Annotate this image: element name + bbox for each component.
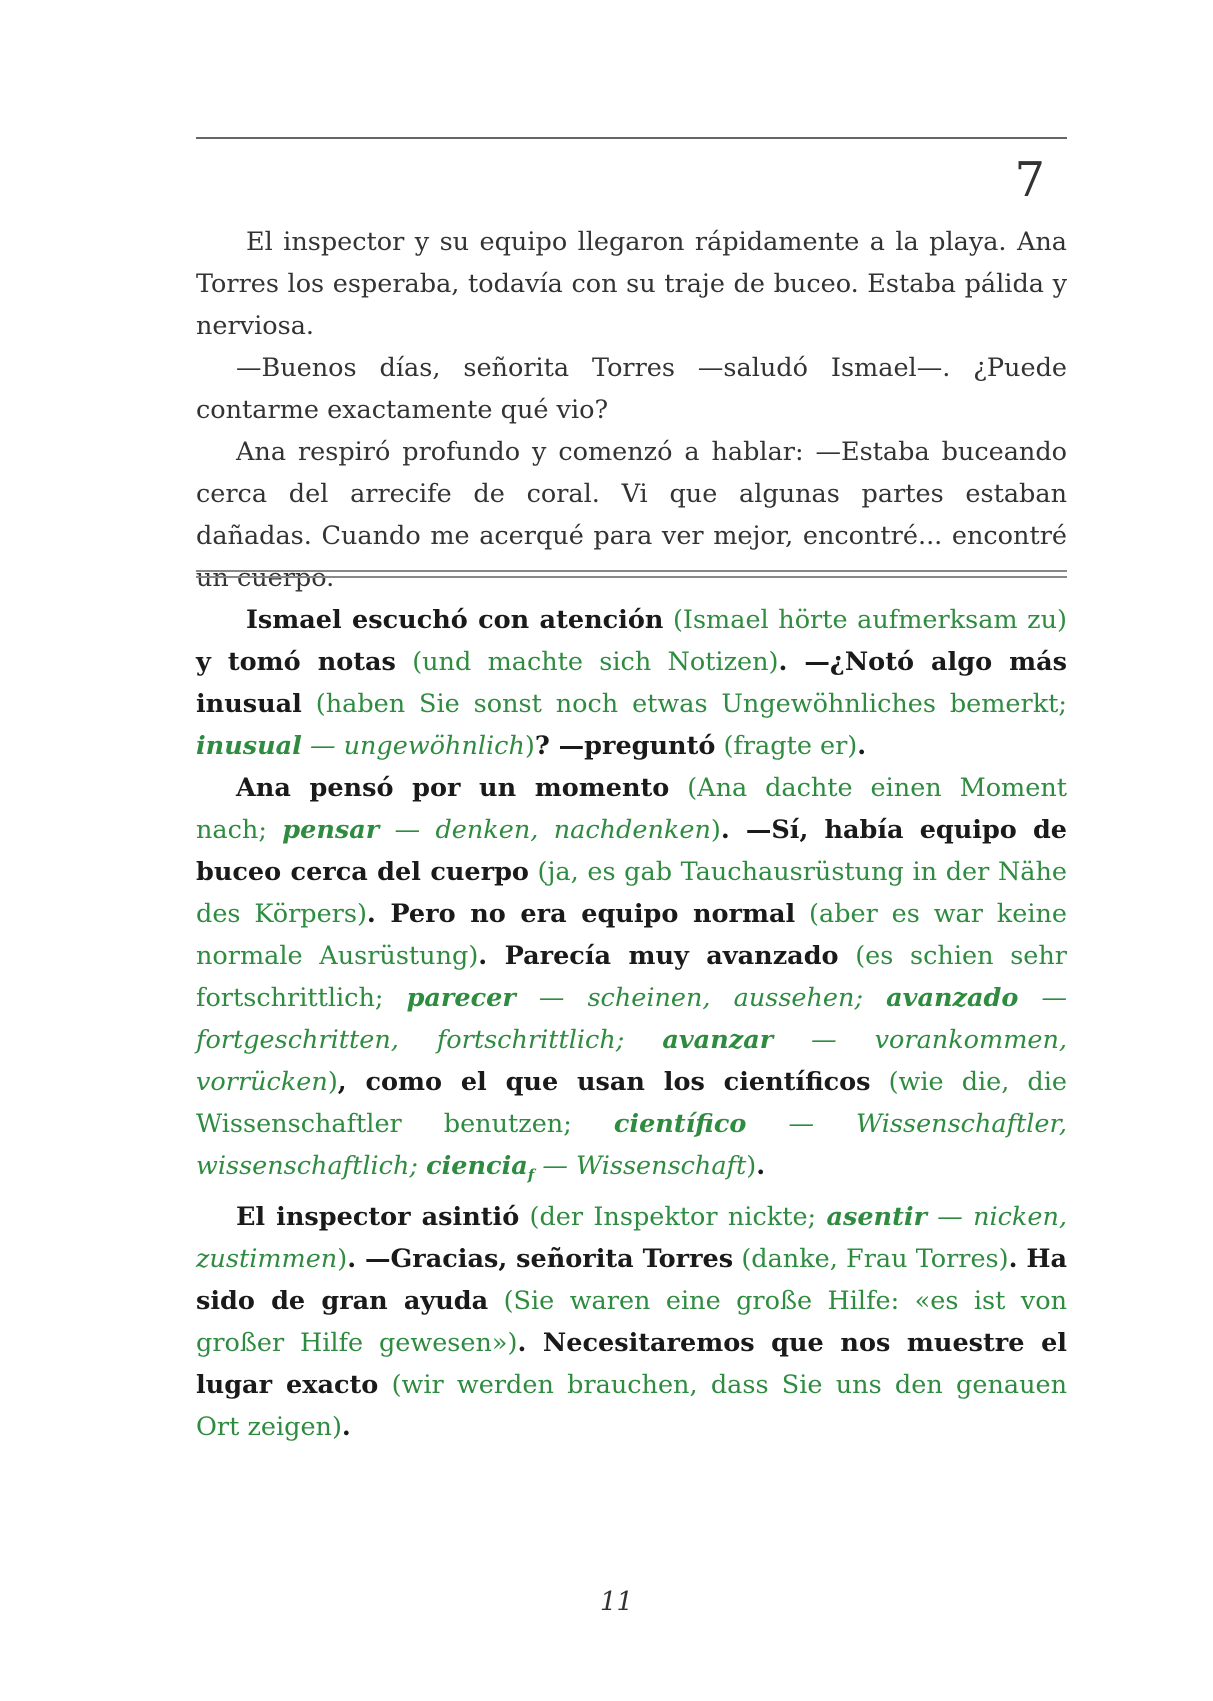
spanish-text: . Necesitaremos que nos muestre el lugar exacto [196,1328,1067,1401]
german-gloss: (Sie waren eine große Hilfe: «es ist von großer Hilfe gewesen») [196,1286,1067,1359]
spanish-text: El inspector asintió [236,1202,520,1233]
german-gloss: ) [746,1151,757,1181]
vocab-term [426,1151,535,1185]
original-paragraph: El inspector y su equipo llegaron rápidamente a la playa. Ana Torres los esperaba, todavía con su traje de buceo. Estaba pálida y nerviosa. [196,227,1067,341]
vocab-term: científico [613,1109,747,1139]
vocab-translation: — vorankommen, vorrücken [196,1025,1067,1097]
vocab-term: avanzar [662,1025,774,1055]
german-gloss: (der Inspektor nickte; [529,1202,817,1233]
german-gloss: ) [524,731,535,761]
german-gloss: (ja, es gab Tauchausrüstung in der Nähe des Körpers) [196,857,1067,929]
spanish-text: . —Gracias, señorita Torres [347,1244,734,1275]
german-gloss: (haben Sie sonst noch etwas Ungewöhnliches bemerkt; [315,689,1068,719]
vocab-term: asentir [826,1202,927,1233]
spanish-text: . Ha sido de gran ayuda [196,1244,1068,1317]
vocab-translation: — denken, nachdenken [394,815,711,845]
spanish-text: ? —preguntó [534,731,716,761]
vocab-translation: — ungewöhnlich [309,731,525,761]
spanish-text: Ana pensó por un momento [236,773,670,803]
spanish-text: . —¿Notó algo más inusual [196,647,1067,719]
spanish-text: , como el que usan los científicos [337,1067,871,1097]
vocab-translation: — Wissenschaftler, wissenschaftlich; [196,1109,1067,1181]
vocab-term: parecer [406,983,516,1013]
german-gloss: (es schien sehr fortschrittlich; [196,941,1067,1013]
spanish-text: . —Sí, había equipo de buceo cerca del cuerpo [196,815,1068,887]
spanish-text: . [341,1412,351,1443]
german-gloss: (fragte er) [723,731,858,761]
original-paragraph: Ana respiró profundo y comenzó a hablar: —Estaba buceando cerca del arrecife de coral. Vi que algunas partes estaban dañadas. Cuando me acerqué para ver mejor, encontré... encontré un cuerpo. [196,437,1067,593]
original-paragraph: —Buenos días, señorita Torres —saludó Ismael—. ¿Puede contarme exactamente qué vio? [196,353,1067,425]
german-gloss: (und machte sich Notizen) [412,647,779,677]
spanish-text: . [756,1151,766,1181]
vocab-translation: — fortgeschritten, fortschrittlich; [196,983,1067,1055]
spanish-text: Ismael escuchó con atención [246,605,664,635]
german-gloss: (Ana dachte einen Moment nach; [196,773,1067,845]
section-divider [196,570,1067,578]
german-gloss: (Ismael hörte aufmerksam zu) [672,605,1067,635]
original-text-block [196,221,1067,599]
german-gloss: (danke, Frau Torres) [741,1244,1009,1275]
spanish-text: y tomó notas [196,647,396,677]
vocab-translation: — nicken, zustimmen [196,1202,1068,1275]
vocab-term: inusual [196,731,302,761]
annotated-paragraph [196,767,1067,1196]
spanish-text: . Pero no era equipo normal [366,899,796,929]
german-gloss: (wir werden brauchen, dass Sie uns den genauen Ort zeigen) [196,1370,1068,1443]
vocab-translation: — scheinen, aussehen; [538,983,864,1013]
gender-marker: f [527,1166,535,1185]
german-gloss: ) [337,1244,348,1275]
german-gloss: ) [710,815,721,845]
vocab-term-text: ciencia [426,1151,528,1181]
vocab-term: avanzado [886,983,1019,1013]
vocab-term: pensar [282,815,380,845]
annotated-text-block [196,599,1067,1448]
top-rule [196,137,1067,139]
vocab-translation: — Wissenschaft [542,1151,747,1181]
spanish-text: . Parecía muy avanzado [478,941,839,971]
annotated-paragraph [196,1196,1067,1448]
german-gloss: (wie die, die Wissenschaftler benutzen; [196,1067,1067,1139]
german-gloss: ) [327,1067,338,1097]
chapter-number: 7 [1014,152,1045,208]
page-number: 11 [599,1587,634,1617]
spanish-text: . [857,731,867,761]
annotated-paragraph [196,599,1067,767]
german-gloss: (aber es war keine normale Ausrüstung) [196,899,1068,971]
